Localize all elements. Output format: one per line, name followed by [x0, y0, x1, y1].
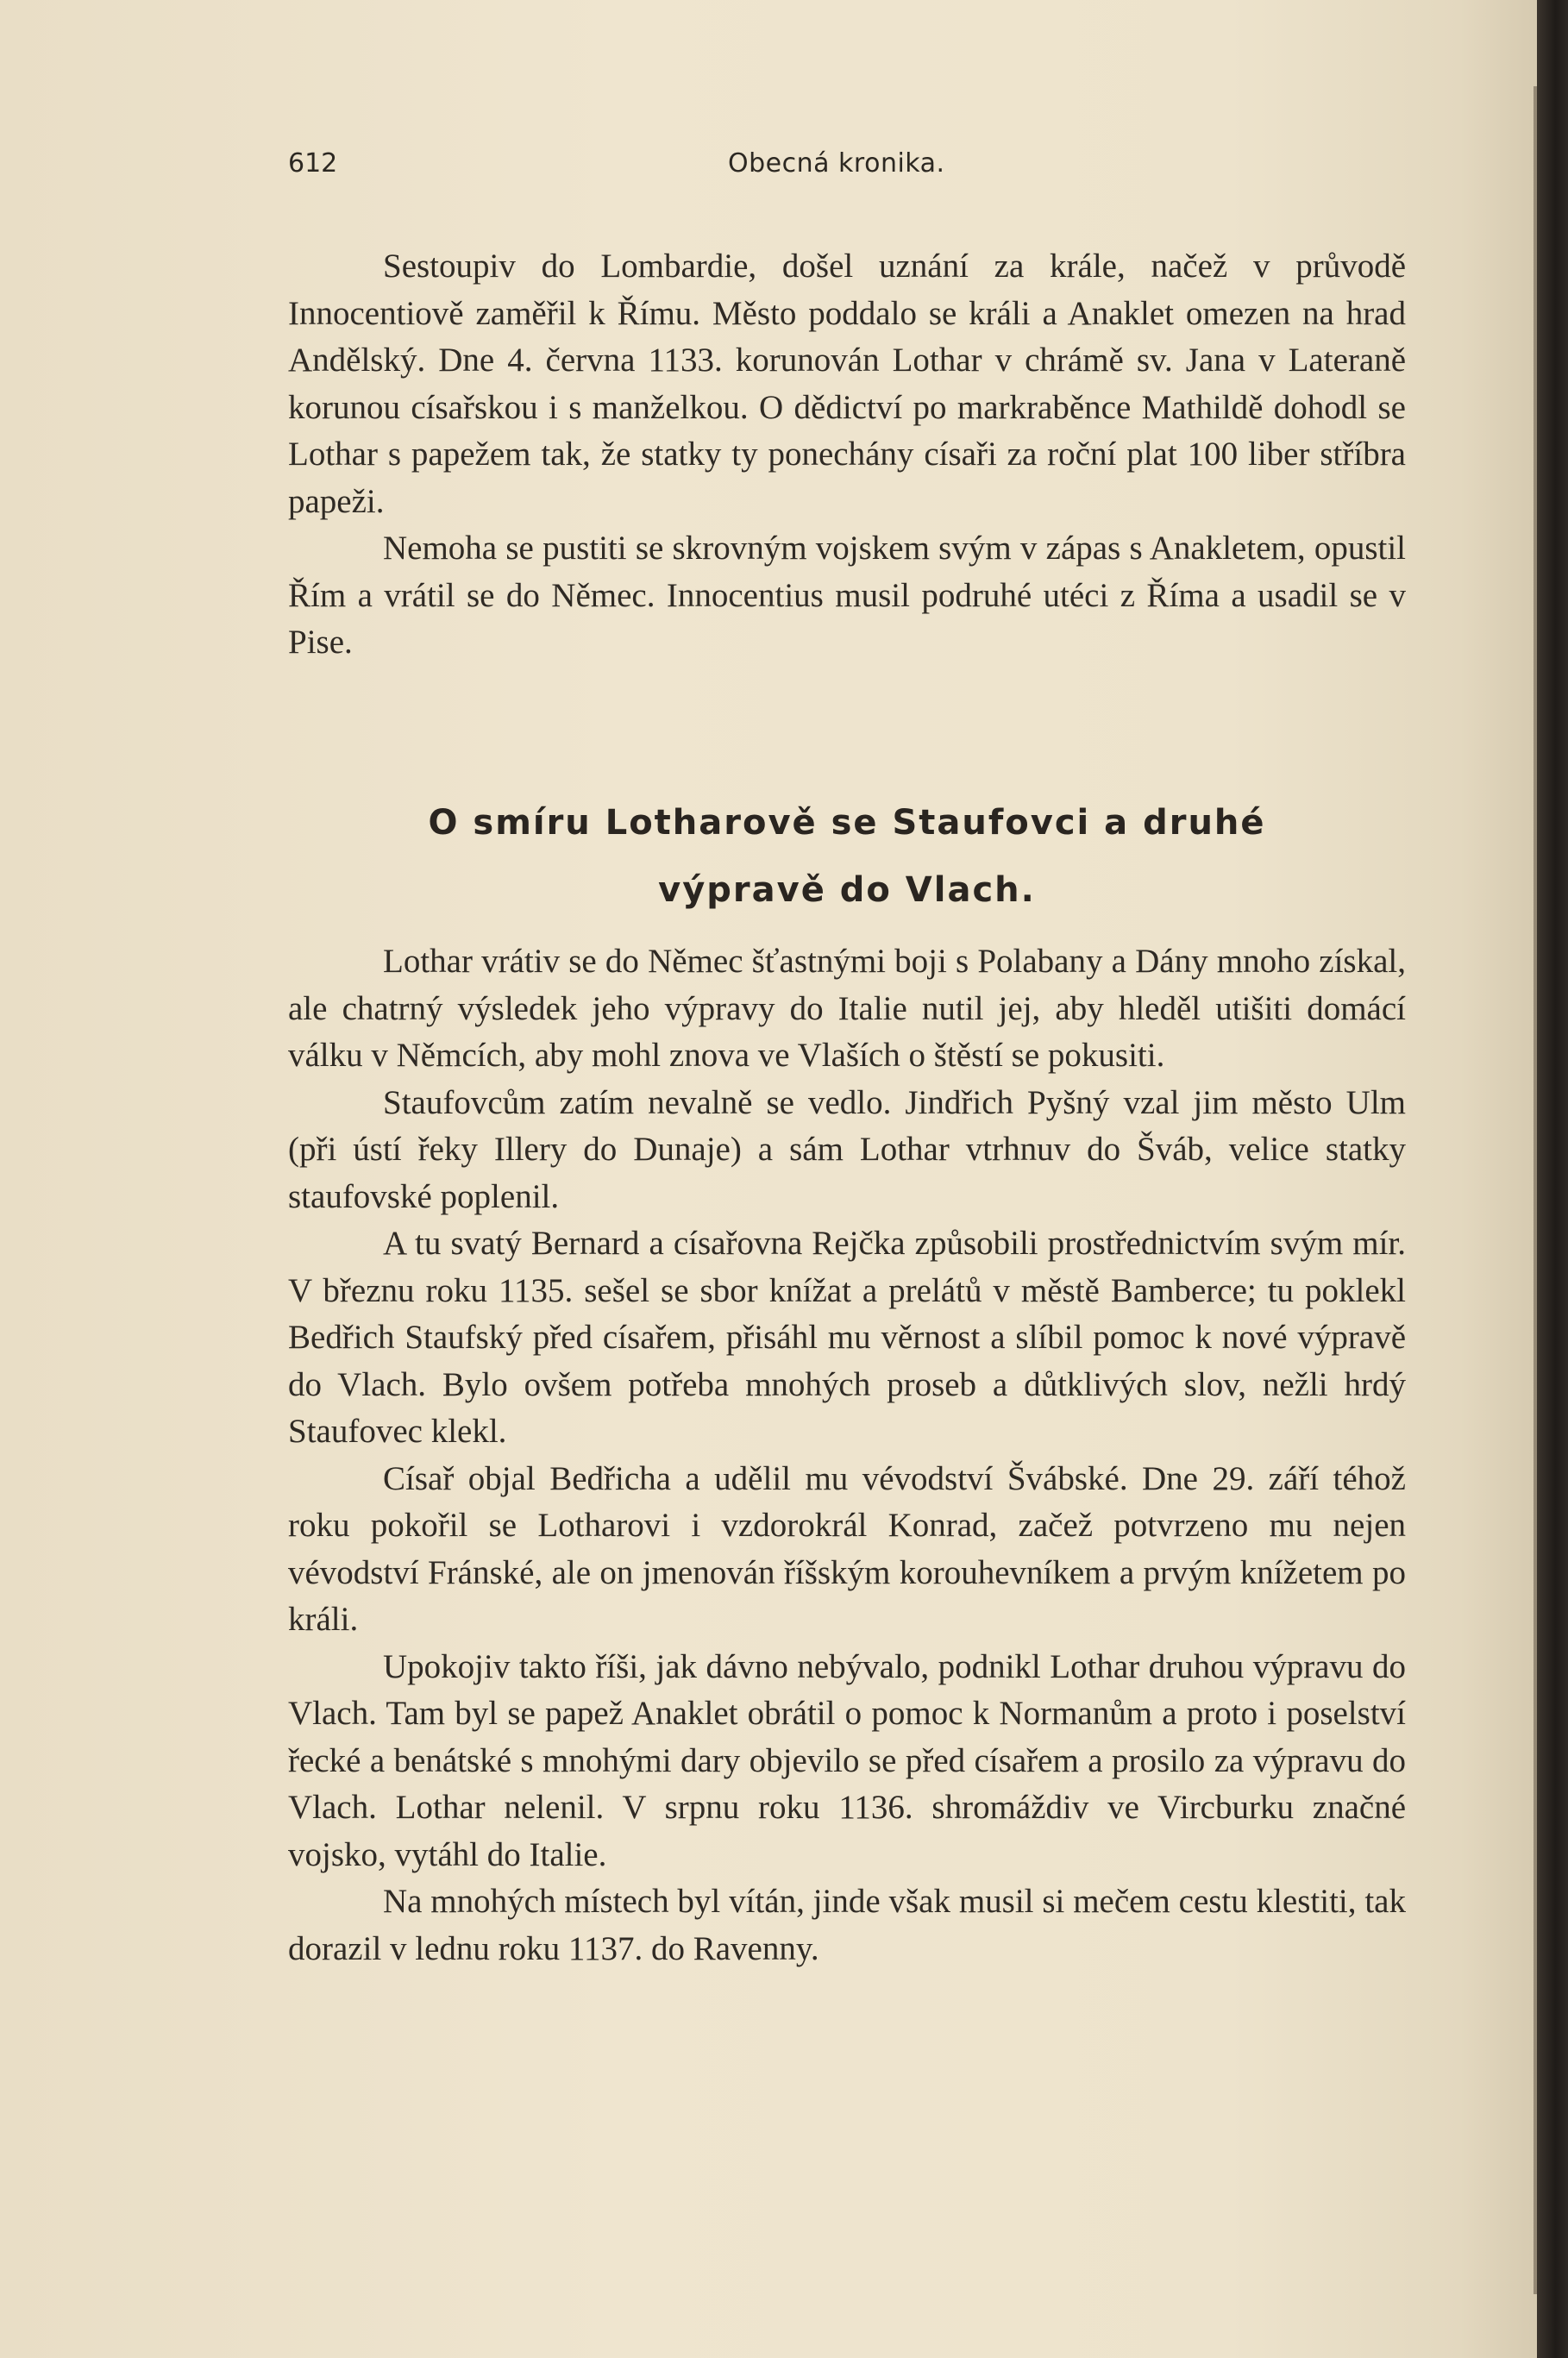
page-number: 612	[288, 148, 338, 179]
section-heading-line: výpravě do Vlach.	[658, 870, 1036, 910]
book-spine	[1537, 0, 1568, 2358]
paragraph: A tu svatý Bernard a císařovna Rejčka způsobili prostřednictvím svým mír. V březnu roku 1135. sešel se sbor knížat a prelátů v městě Bamberce; tu poklekl Bedřich Staufský před císařem, přisáhl mu věrnost a slíbil pomoc k nové výpravě do Vlach. Bylo ovšem potřeba mnohých proseb a důtklivých slov, nežli hrdý Staufovec klekl.	[288, 1225, 1406, 1450]
section-one-text	[288, 243, 1406, 667]
paragraph: Staufovcům zatím nevalně se vedlo. Jindřich Pyšný vzal jim město Ulm (při ústí řeky Illery do Dunaje) a sám Lothar vtrhnuv do Šváb, velice statky staufovské poplenil.	[288, 1083, 1406, 1215]
paragraph: Lothar vrátiv se do Němec šťastnými boji s Polabany a Dány mnoho získal, ale chatrný výsledek jeho výpravy do Italie nutil jej, aby hleděl utišiti domácí válku v Němcích, aby mohl znova ve Vlaších o štěstí se pokusiti.	[288, 943, 1406, 1074]
paragraph: Císař objal Bedřicha a udělil mu vévodství Švábské. Dne 29. září téhož roku pokořil se Lotharovi i vzdorokrál Konrad, začež potvrzeno mu nejen vévodství Fránské, ale on jmenován říšským korouhevníkem a prvým knížetem po králi.	[288, 1459, 1406, 1638]
paragraph: Na mnohých místech byl vítán, jinde však musil si mečem cestu klestiti, tak dorazil v lednu roku 1137. do Ravenny.	[288, 1883, 1406, 1967]
page-header	[288, 148, 1401, 191]
paragraph: Nemoha se pustiti se skrovným vojskem svým v zápas s Anakletem, opustil Řím a vrátil se do Němec. Innocentius musil podruhé utéci z Říma a usadil se v Pise.	[288, 530, 1406, 661]
running-title: Obecná kronika.	[728, 148, 945, 179]
section-heading	[288, 789, 1406, 924]
paragraph: Upokojiv takto říši, jak dávno nebývalo, podnikl Lothar druhou výpravu do Vlach. Tam byl se papež Anaklet obrátil o pomoc k Normanům a proto i poselství řecké a benátské s mnohými dary objevilo se před císařem a prosilo za výpravu do Vlach. Lothar nelenil. V srpnu roku 1136. shromáždiv ve Vircburku značné vojsko, vytáhl do Italie.	[288, 1647, 1406, 1873]
paragraph: Sestoupiv do Lombardie, došel uznání za krále, načež v průvodě Innocentiově zaměřil k Římu. Město poddalo se králi a Anaklet omezen na hrad Andělský. Dne 4. června 1133. korunován Lothar v chrámě sv. Jana v Lateraně korunou císařskou i s manželkou. O dědictví po markraběnce Mathildě dohodl se Lothar s papežem tak, že statky ty ponechány císaři za roční plat 100 liber stříbra papeži.	[288, 248, 1406, 520]
section-two-text	[288, 938, 1406, 1972]
section-heading-line: O smíru Lotharově se Staufovci a druhé	[428, 803, 1266, 843]
